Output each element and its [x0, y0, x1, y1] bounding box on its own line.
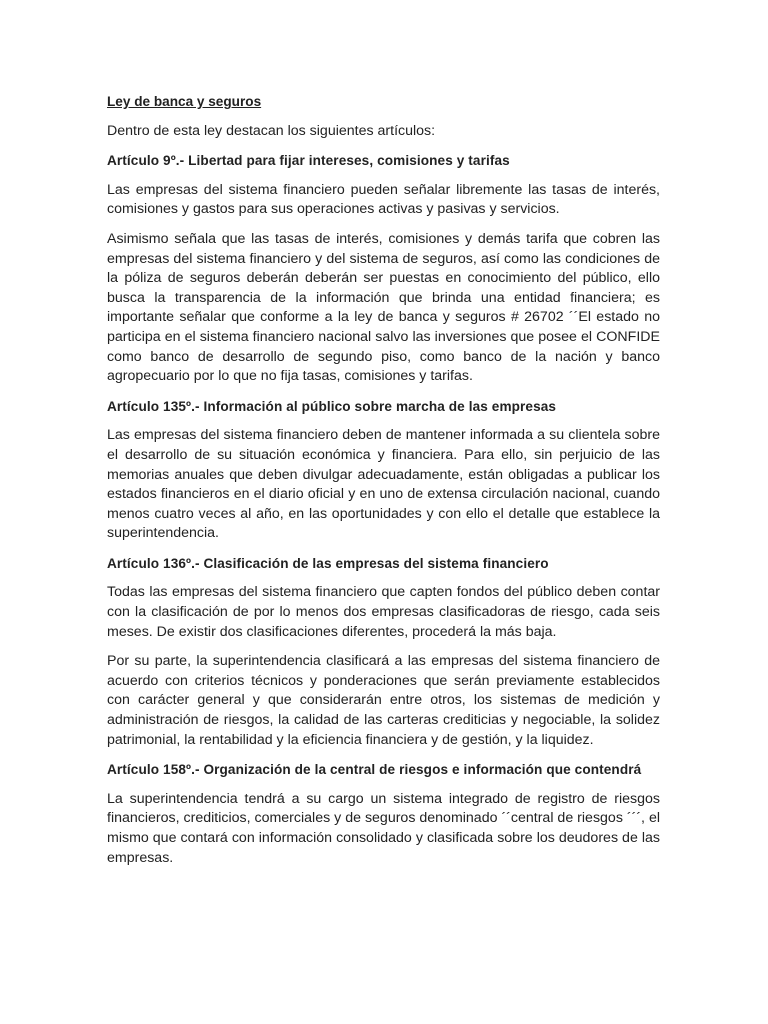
- section-article-158: [107, 760, 660, 868]
- section-article-136: [107, 554, 660, 750]
- section-paragraph: Todas las empresas del sistema financiero que capten fondos del público deben contar con la clasificación de por lo menos dos empresas clasificadoras de riesgo, cada seis meses. De existir dos clasificaciones diferentes, procederá la más baja.: [107, 584, 660, 640]
- section-paragraph: Las empresas del sistema financiero pueden señalar libremente las tasas de interés, comisiones y gastos para sus operaciones activas y pasivas y servicios.: [107, 181, 660, 218]
- document-page: [107, 92, 660, 878]
- section-paragraph: Por su parte, la superintendencia clasificará a las empresas del sistema financiero de acuerdo con criterios técnicos y ponderaciones que serán previamente establecidos con carácter general y que considerarán entre otros, los sistemas de medición y administración de riesgos, la calidad de las carteras crediticias y negociable, la solidez patrimonial, la rentabilidad y la eficiencia financiera y de gestión, y la liquidez.: [107, 653, 660, 748]
- document-intro: Dentro de esta ley destacan los siguientes artículos:: [107, 122, 436, 139]
- section-article-135: [107, 397, 660, 544]
- section-paragraph: La superintendencia tendrá a su cargo un sistema integrado de registro de riesgos financieros, crediticios, comerciales y de seguros denominado ´´central de riesgos ´´´, el mismo que contará con información consolidado y clasificada sobre los deudores de las empresas.: [107, 790, 660, 866]
- section-heading: Artículo 135º.- Información al público sobre marcha de las empresas: [107, 398, 557, 414]
- section-paragraph: Asimismo señala que las tasas de interés, comisiones y demás tarifa que cobren las empresas del sistema financiero y del sistema de seguros, así como las condiciones de la póliza de seguros deberán deberán ser puestas en conocimiento del público, ello busca la transparencia de la información que brinda una entidad financiera; es importante señalar que conforme a la ley de banca y seguros # 26702 ´´El estado no participa en el sistema financiero nacional salvo las inversiones que posee el CONFIDE como banco de desarrollo de segundo piso, como banco de la nación y banco agropecuario por lo que no fija tasas, comisiones y tarifas.: [107, 230, 660, 385]
- section-heading: Artículo 9º.- Libertad para fijar intereses, comisiones y tarifas: [107, 153, 510, 169]
- section-heading: Artículo 136º.- Clasificación de las empresas del sistema financiero: [107, 555, 549, 571]
- document-title: Ley de banca y seguros: [107, 94, 262, 109]
- section-article-9: [107, 151, 660, 387]
- section-heading: Artículo 158º.- Organización de la central de riesgos e información que contendrá: [107, 762, 642, 778]
- section-paragraph: Las empresas del sistema financiero deben de mantener informada a su clientela sobre el desarrollo de su situación económica y financiera. Para ello, sin perjuicio de las memorias anuales que deben divulgar adecuadamente, están obligadas a publicar los estados financieros en el diario oficial y en uno de extensa circulación nacional, cuando menos cuatro veces al año, en las oportunidades y con ello el detalle que establece la superintendencia.: [107, 427, 660, 542]
